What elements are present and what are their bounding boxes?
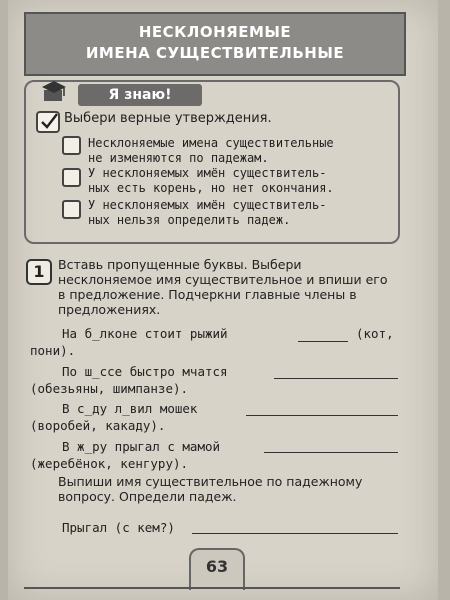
task-1-instruction-2: Выпиши имя существительное по падежному вопросу. Определи падеж.: [58, 474, 363, 504]
task-1-instruction: Вставь пропущенные буквы. Выбери несклоняемое имя существительное и впиши его в предложение. Подчеркни главные члены в предложениях.: [58, 257, 388, 317]
bottom-divider: [24, 587, 400, 589]
sentence-4-options: (жеребёнок, кенгуру).: [30, 456, 189, 471]
statement-2-line-1: У несклоняемых имён существитель-: [88, 166, 327, 180]
statement-1: [88, 136, 388, 166]
sentence-1-option-start: (кот,: [356, 326, 394, 341]
task-number-badge: 1: [26, 259, 52, 285]
sentence-1-answer-line[interactable]: [298, 340, 348, 342]
sentence-1-options-end: пони).: [30, 343, 76, 358]
page-number: 63: [189, 548, 245, 590]
sentence-1: На б_лконе стоит рыжий: [62, 326, 228, 341]
graduation-cap-icon: [40, 78, 68, 104]
sentence-2-options: (обезьяны, шимпанзе).: [30, 381, 189, 396]
sentence-3-options: (воробей, какаду).: [30, 418, 166, 433]
statement-1-line-1: Несклоняемые имена существительные: [88, 136, 334, 150]
statement-checkbox-1[interactable]: [62, 136, 81, 155]
statement-3: [88, 198, 388, 228]
statement-3-line-2: ных нельзя определить падеж.: [88, 213, 291, 227]
question-line: Прыгал (с кем?): [62, 520, 175, 535]
statement-3-line-1: У несклоняемых имён существитель-: [88, 198, 327, 212]
sentence-2: По ш_ссе быстро мчатся: [62, 364, 228, 379]
statement-checkbox-2[interactable]: [62, 168, 81, 187]
statement-2: [88, 166, 388, 196]
question-answer-line[interactable]: [192, 532, 398, 534]
statement-1-line-2: не изменяются по падежам.: [88, 151, 269, 165]
sentence-2-answer-line[interactable]: [274, 377, 398, 379]
sentence-4: В ж_ру прыгал с мамой: [62, 439, 221, 454]
i-know-badge: Я знаю!: [78, 84, 202, 106]
title-line-1: НЕСКЛОНЯЕМЫЕ: [138, 23, 292, 41]
checked-checkbox-icon: [36, 111, 60, 133]
sentence-3-answer-line[interactable]: [246, 414, 398, 416]
title-line-2: ИМЕНА СУЩЕСТВИТЕЛЬНЫЕ: [85, 44, 345, 62]
know-instruction: Выбери верные утверждения.: [64, 111, 272, 126]
statement-2-line-2: ных есть корень, но нет окончания.: [88, 181, 334, 195]
page-title: [24, 12, 406, 76]
statement-checkbox-3[interactable]: [62, 200, 81, 219]
sentence-3: В с_ду л_вил мошек: [62, 401, 198, 416]
sentence-4-answer-line[interactable]: [264, 451, 398, 453]
